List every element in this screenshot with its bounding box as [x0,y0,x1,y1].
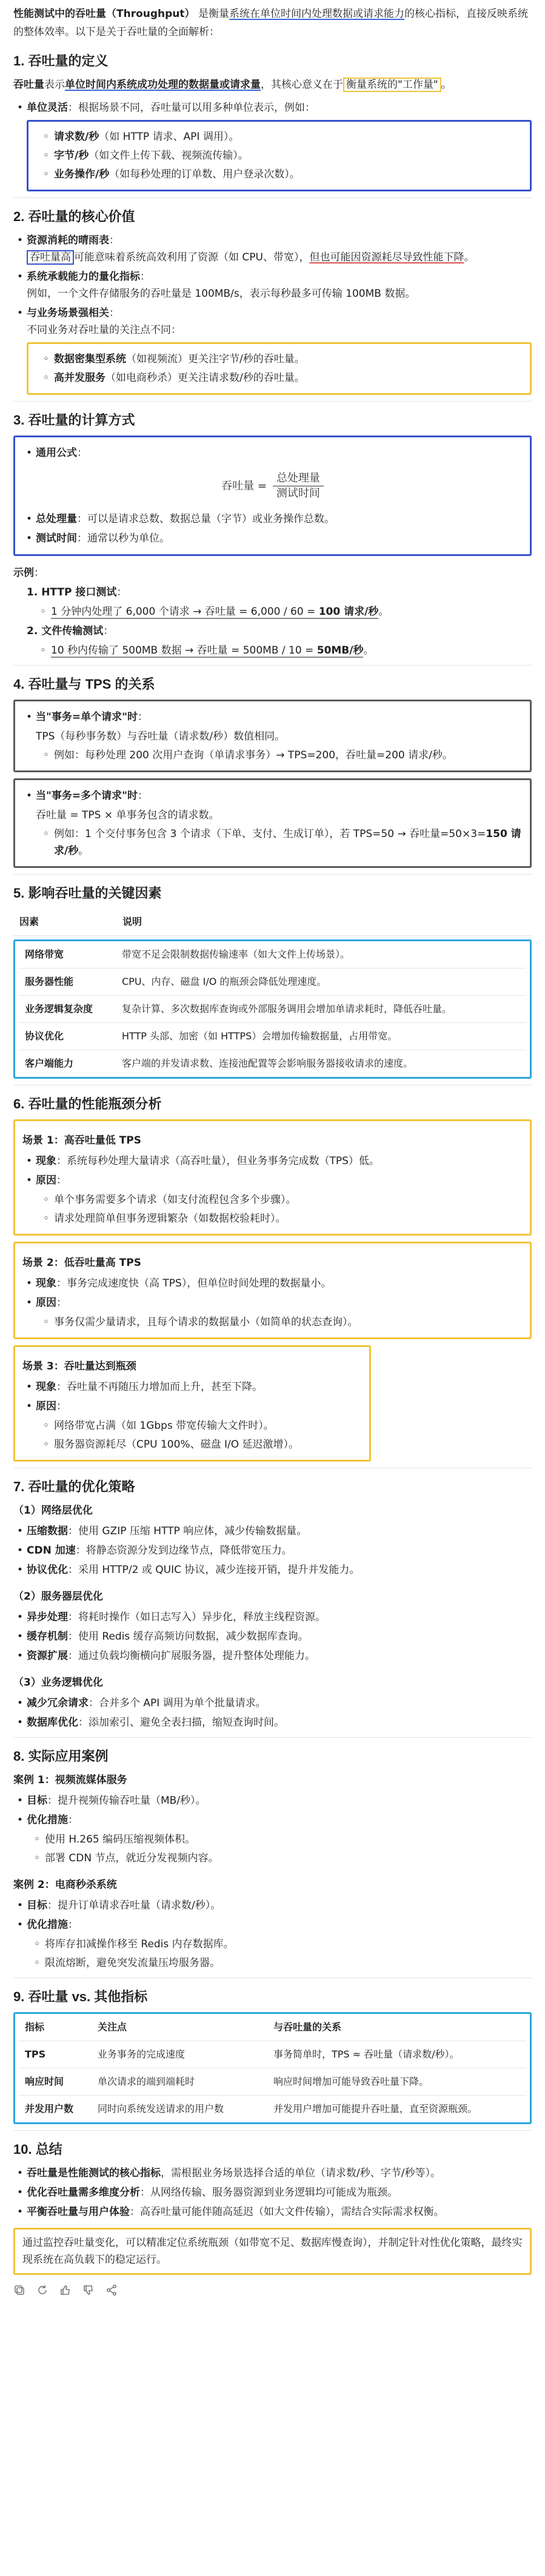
opt-bold: 资源扩展 [27,1650,68,1662]
value-desc: （如电商秒杀）更关注请求数/秒的吞吐量。 [105,372,305,384]
summary-item [27,2204,532,2220]
value-bold: 数据密集型系统 [54,353,126,365]
table-row [19,2068,526,2096]
numerator: 总处理量 [273,471,324,486]
phen-text: ：吞吐量不再随压力增加而上升，甚至下降。 [56,1381,262,1393]
opt-text: ：使用 GZIP 压缩 HTTP 响应体，减少传输数据量。 [68,1525,307,1537]
section-title: 2. 吞吐量的核心价值 [13,209,135,224]
compare-box [13,2012,532,2124]
table-row [19,996,526,1023]
colon: ： [34,567,44,579]
section-optimization [13,1478,532,1731]
divider [13,1737,532,1738]
scenario-phenomenon [36,1379,362,1396]
colon: ： [109,234,119,247]
table-row [19,1050,526,1078]
tps-label: 当"事务=单个请求"时 [36,711,138,723]
opt-bold: 缓存机制 [27,1631,68,1643]
tps-example-result: 150 请求/秒 [54,828,521,857]
colon: ： [56,1174,67,1187]
cause-item: ◦ 请求处理简单但事务逻辑繁杂（如数据校验耗时）。 [54,1210,523,1227]
denominator: 测试时间 [276,487,320,500]
phen-label: 现象 [36,1277,56,1290]
example-text: 10 秒内传输了 500MB 数据 → 吞吐量 = 500MB / 10 = [51,644,317,657]
tps-bullet [36,709,523,726]
section-title: 10. 总结 [13,2142,62,2157]
group-title: （2）服务器层优化 [13,1591,103,1603]
closing-text: 通过监控吞吐量变化，可以精准定位系统瓶颈（如带宽不足、数据库慢查询），并制定针对性优化策略，最终实现系统在高负载下的稳定运行。 [22,2237,523,2266]
tps-example: ◦ 例如：每秒处理 200 次用户查询（单请求事务）→ TPS=200，吞吐量=200 请求/秒。 [54,747,523,764]
cause-item: ◦ 服务器资源耗尽（CPU 100%、磁盘 I/O 延迟激增）。 [54,1436,362,1453]
intro [13,5,532,41]
compare-table [19,2014,526,2122]
example-2 [27,623,532,640]
section-title: 5. 影响吞吐量的关键因素 [13,886,162,901]
section-compare [13,1988,532,2124]
colon: ： [137,790,148,802]
case-title: 案例 2：电商秒杀系统 [13,1879,117,1891]
bullet-label: 系统承载能力的量化指标 [27,271,140,283]
factor-cell: 服务器性能 [19,968,116,996]
colon: ： [137,711,148,723]
column-header: 指标 [19,2014,92,2041]
opt-text: ：添加索引、避免全表扫描，缩短查询时间。 [78,1717,284,1729]
tps-text: TPS（每秒事务数）与吞吐量（请求数/秒）数值相同。 [36,730,286,743]
bullet-label: 与业务场景强相关 [27,307,109,319]
case-measures [27,1812,532,1829]
intro-mid: 是衡量 [198,8,229,20]
desc-cell: 复杂计算、多次数据库查询或外部服务调用会增加单请求耗时，降低吞吐量。 [116,996,526,1023]
colon: ： [56,1297,67,1309]
relation-cell: 响应时间增加可能导致吞吐量下降。 [267,2068,526,2096]
measure-label: 优化措施 [27,1919,68,1931]
section-title: 7. 吞吐量的优化策略 [13,1479,135,1494]
example-result: 50MB/秒 [316,644,364,657]
intro-prefix: 性能测试中的吞吐量（Throughput） [13,8,195,20]
section-title: 6. 吞吐量的性能瓶颈分析 [13,1096,162,1111]
scenario-box [13,1119,532,1236]
value-item [54,351,523,368]
divider [13,401,532,402]
relation-cell: 并发用户增加可能提升吞吐量，直至资源瓶颈。 [273,2103,478,2114]
colon: ： [56,1400,67,1412]
opt-item [27,1523,532,1540]
section-title: 9. 吞吐量 vs. 其他指标 [13,1989,148,2004]
tps-example-text: 例如：1 个交付事务包含 3 个请求（下单、支付、生成订单），若 TPS=50 → 吞吐量=50×3= [54,828,486,840]
opt-bold: 异步处理 [27,1611,68,1623]
fraction [273,471,324,501]
measure-item: ◦ 限流熔断，避免突发流量压垮服务器。 [45,1955,532,1972]
section-title: 3. 吞吐量的计算方式 [13,412,135,428]
divider [13,874,532,875]
value-box [27,342,532,395]
tps-label: 当"事务=多个请求"时 [36,790,138,802]
case-goal [27,1792,532,1809]
table-header [13,909,532,936]
formula-box [13,435,532,556]
example-title: 2. 文件传输测试 [27,625,104,637]
desc-cell: 带宽不足会限制数据传输速率（如大文件上传场景）。 [116,941,526,968]
section-calc [13,411,532,659]
scenario-title: 场景 3：吞吐量达到瓶颈 [22,1360,136,1372]
opt-text: ：合并多个 API 调用为单个批量请求。 [89,1697,266,1709]
def-text: 表示 [44,79,65,91]
group-title: （3）业务逻辑优化 [13,1677,103,1689]
calc-bold: 总处理量 [36,513,77,525]
formula-bullet [36,445,523,462]
bullet-label: 资源消耗的晴雨表 [27,234,109,247]
cause-item: ◦ 事务仅需少量请求，且每个请求的数据量小（如简单的状态查询）。 [54,1314,523,1331]
divider [13,665,532,666]
b2-text: 例如，一个文件存储服务的吞吐量是 100MB/s，表示每秒最多可传输 100MB 数据。 [27,288,416,300]
table-header [19,2014,526,2041]
b3-text: 不同业务对吞吐量的关注点不同： [27,324,181,336]
tps-box-1 [13,700,532,772]
unit-bold: 业务操作/秒 [54,168,110,180]
calc-text: ：可以是请求总数、数据总量（字节）或业务操作总数。 [77,513,335,525]
table-row [19,941,526,968]
unit-label: 单位灵活 [27,102,68,114]
example-1-detail [51,603,532,620]
def-text2: ，其核心意义在于 [261,79,343,91]
example-label: 示例 [13,567,34,579]
focus-cell: 同时向系统发送请求的用户数 [98,2103,224,2114]
factor-cell: 客户端能力 [25,1058,74,1069]
opt-text: ：使用 Redis 缓存高频访问数据，减少数据库查询。 [68,1631,309,1643]
scenario-title: 场景 1：高吞吐量低 TPS [22,1134,141,1147]
table-row [19,968,526,996]
example-tail: 。 [363,644,374,657]
factors-table [13,909,532,936]
summary-bold: 平衡吞吐量与用户体验 [27,2206,130,2218]
unit-desc: （如文件上传下载、视频流传输）。 [89,150,249,162]
tps-text: 吞吐量 = TPS × 单事务包含的请求数。 [36,809,219,821]
opt-bold: 协议优化 [27,1564,68,1576]
opt-item [27,1695,532,1712]
phen-label: 现象 [36,1381,56,1393]
phen-label: 现象 [36,1155,56,1167]
unit-item [54,166,523,183]
summary-item [27,2184,532,2201]
unit-bullet [27,99,532,116]
colon: ： [109,307,119,319]
intro-underlined: 系统在单位时间内处理数据或请求能力 [229,8,404,20]
thumbs-down-icon[interactable] [82,2283,95,2296]
tps-example-tail: 。 [78,845,89,857]
cause-label: 原因 [36,1174,56,1187]
colon: ： [68,1919,78,1931]
opt-item [27,1647,532,1664]
summary-item [27,2165,532,2182]
case-goal [27,1897,532,1914]
case-title: 案例 1：视频流媒体服务 [13,1774,127,1786]
factor-cell: 协议优化 [19,1023,116,1050]
scenario-phenomenon [36,1275,523,1292]
calc-text: ：通常以秒为单位。 [77,532,170,545]
opt-bold: 数据库优化 [27,1717,78,1729]
intro-suffix: 的核心指标，直接反映系统的整体效率。以下是关于吞吐量的全面解析： [13,8,528,38]
summary-text: ：从网络传输、服务器资源到业务逻辑均可能成为瓶颈。 [140,2187,398,2199]
unit-text: ：根据场景不同，吞吐量可以用多种单位表示，例如： [68,102,315,114]
b1-highlight: 吞吐量高 [27,250,74,265]
metric-cell: 并发用户数 [25,2103,74,2114]
table-row [19,1023,526,1050]
value-bold: 高并发服务 [54,372,105,384]
example-result: 100 请求/秒 [318,606,379,618]
opt-text: ：将静态资源分发到边缘节点，降低带宽压力。 [75,1545,292,1557]
colon: ： [68,1814,78,1826]
opt-item [27,1628,532,1645]
footer-actions [13,2283,532,2296]
cause-item: ◦ 网络带宽占满（如 1Gbps 带宽传输大文件时）。 [54,1417,362,1434]
example-heading [13,565,532,581]
desc-cell: CPU、内存、磁盘 I/O 的瓶颈会降低处理速度。 [116,968,526,996]
measure-item: ◦ 使用 H.265 编码压缩视频体积。 [45,1831,532,1848]
section-factors [13,884,532,1079]
calc-item [36,511,523,528]
value-item [54,369,523,386]
section-title: 8. 实际应用案例 [13,1749,109,1764]
unit-desc: （如每秒处理的订单数、用户登录次数）。 [109,168,300,180]
colon: ： [77,447,87,459]
calc-item [36,530,523,547]
table-row [19,2096,526,2123]
share-icon[interactable] [105,2283,118,2296]
example-title: 1. HTTP 接口测试 [27,586,117,598]
formula [22,464,523,508]
column-header: 与吞吐量的关系 [267,2014,526,2041]
desc-cell: 客户端的并发请求数、连接池配置等会影响服务器接收请求的速度。 [122,1058,413,1069]
metric-cell: TPS [19,2041,92,2068]
divider [13,2130,532,2131]
metric-cell: 响应时间 [19,2068,92,2096]
opt-text: ：采用 HTTP/2 或 QUIC 协议，减少连接开销，提升并发能力。 [68,1564,360,1576]
measure-label: 优化措施 [27,1814,68,1826]
refresh-icon[interactable] [36,2283,48,2296]
section-cases [13,1747,532,1972]
opt-text: ：通过负载均衡横向扩展服务器，提升整体处理能力。 [68,1650,315,1662]
value-bullet-2 [27,268,532,302]
def-bold2: 单位时间内系统成功处理的数据量或请求量 [65,79,261,91]
summary-text: ，需根据业务场景选择合适的单位（请求数/秒、字节/秒等）。 [161,2167,441,2179]
colon: ： [116,586,127,598]
factors-rows [19,941,526,1077]
b1-warning: 但也可能因资源耗尽导致性能下降 [309,251,464,263]
tps-bullet [36,787,523,804]
b1-text: 可能意味着系统高效利用了资源（如 CPU、带宽）， [74,251,310,263]
opt-bold: 减少冗余请求 [27,1697,89,1709]
goal-text: ：提升视频传输吞吐量（MB/秒）。 [47,1795,206,1807]
group-title: （1）网络层优化 [13,1505,93,1517]
definition-text [13,76,532,93]
scenario-box [13,1242,532,1339]
unit-bold: 字节/秒 [54,150,89,162]
section-bottleneck [13,1095,532,1462]
section-value [13,208,532,395]
tps-example [54,826,523,859]
focus-cell: 业务事务的完成速度 [92,2041,267,2068]
calc-bold: 测试时间 [36,532,77,545]
opt-item [27,1542,532,1559]
factor-cell: 业务逻辑复杂度 [19,996,116,1023]
units-box [27,120,532,191]
desc-cell: HTTP 头部、加密（如 HTTPS）会增加传输数据量，占用带宽。 [116,1023,526,1050]
column-header: 说明 [116,909,532,936]
focus-cell: 单次请求的端到端耗时 [92,2068,267,2096]
cause-item: ◦ 单个事务需要多个请求（如支付流程包含多个步骤）。 [54,1191,523,1208]
opt-item [27,1561,532,1578]
divider [13,197,532,198]
thumbs-up-icon[interactable] [59,2283,72,2296]
opt-item [27,1609,532,1626]
case-measures [27,1916,532,1933]
opt-bold: CDN 加速 [27,1545,76,1557]
colon: ： [103,625,114,637]
relation-cell: 事务简单时，TPS ≈ 吞吐量（请求数/秒）。 [267,2041,526,2068]
def-tail: 。 [441,79,452,91]
closing-box [13,2228,532,2275]
def-highlight: 衡量系统的"工作量" [343,78,441,92]
value-bullet-1 [27,232,532,266]
copy-icon[interactable] [13,2283,25,2296]
factors-box [13,939,532,1079]
scenario-phenomenon [36,1153,523,1170]
summary-bold: 吞吐量是性能测试的核心指标 [27,2167,161,2179]
phen-text: ：事务完成速度快（高 TPS），但单位时间处理的数据量小。 [56,1277,332,1290]
measure-item: ◦ 部署 CDN 节点，就近分发视频内容。 [45,1850,532,1867]
summary-text: ：高吞吐量可能伴随高延迟（如大文件传输），需结合实际需求权衡。 [130,2206,444,2218]
opt-item [27,1714,532,1731]
cause-label: 原因 [36,1297,56,1309]
unit-desc: （如 HTTP 请求、API 调用）。 [99,131,239,143]
scenario-box [13,1345,371,1462]
measure-item: ◦ 将库存扣减操作移至 Redis 内存数据库。 [45,1936,532,1953]
scenario-cause [36,1172,523,1189]
goal-text: ：提升订单请求吞吐量（请求数/秒）。 [47,1899,221,1912]
scenario-title: 场景 2：低吞吐量高 TPS [22,1257,141,1269]
tps-box-2 [13,778,532,868]
unit-bold: 请求数/秒 [54,131,99,143]
column-header: 因素 [13,909,116,936]
example-2-detail [51,642,532,659]
section-summary [13,2141,532,2275]
colon: ： [140,271,150,283]
goal-label: 目标 [27,1899,47,1912]
unit-item [54,147,523,164]
column-header: 关注点 [92,2014,267,2041]
example-tail: 。 [378,606,389,618]
opt-bold: 压缩数据 [27,1525,68,1537]
b1-tail: 。 [464,251,475,263]
summary-bold: 优化吞吐量需多维度分析 [27,2187,140,2199]
formula-label: 通用公式 [36,447,77,459]
scenario-cause [36,1398,362,1415]
phen-text: ：系统每秒处理大量请求（高吞吐量），但业务事务完成数（TPS）低。 [56,1155,379,1167]
goal-label: 目标 [27,1795,47,1807]
scenario-cause [36,1294,523,1311]
section-definition [13,52,532,191]
section-title: 1. 吞吐量的定义 [13,53,109,68]
section-title: 4. 吞吐量与 TPS 的关系 [13,677,155,692]
unit-item [54,128,523,145]
value-bullet-3 [27,305,532,339]
example-1 [27,584,532,601]
cause-label: 原因 [36,1400,56,1412]
def-bold: 吞吐量 [13,79,44,91]
formula-left: 吞吐量 = [221,479,267,492]
value-desc: （如视频流）更关注字节/秒的吞吐量。 [126,353,305,365]
section-tps [13,675,532,868]
opt-text: ：将耗时操作（如日志写入）异步化，释放主线程资源。 [68,1611,326,1623]
table-row [19,2041,526,2068]
example-text: 1 分钟内处理了 6,000 个请求 → 吞吐量 = 6,000 / 60 = [51,606,319,618]
factor-cell: 网络带宽 [19,941,116,968]
